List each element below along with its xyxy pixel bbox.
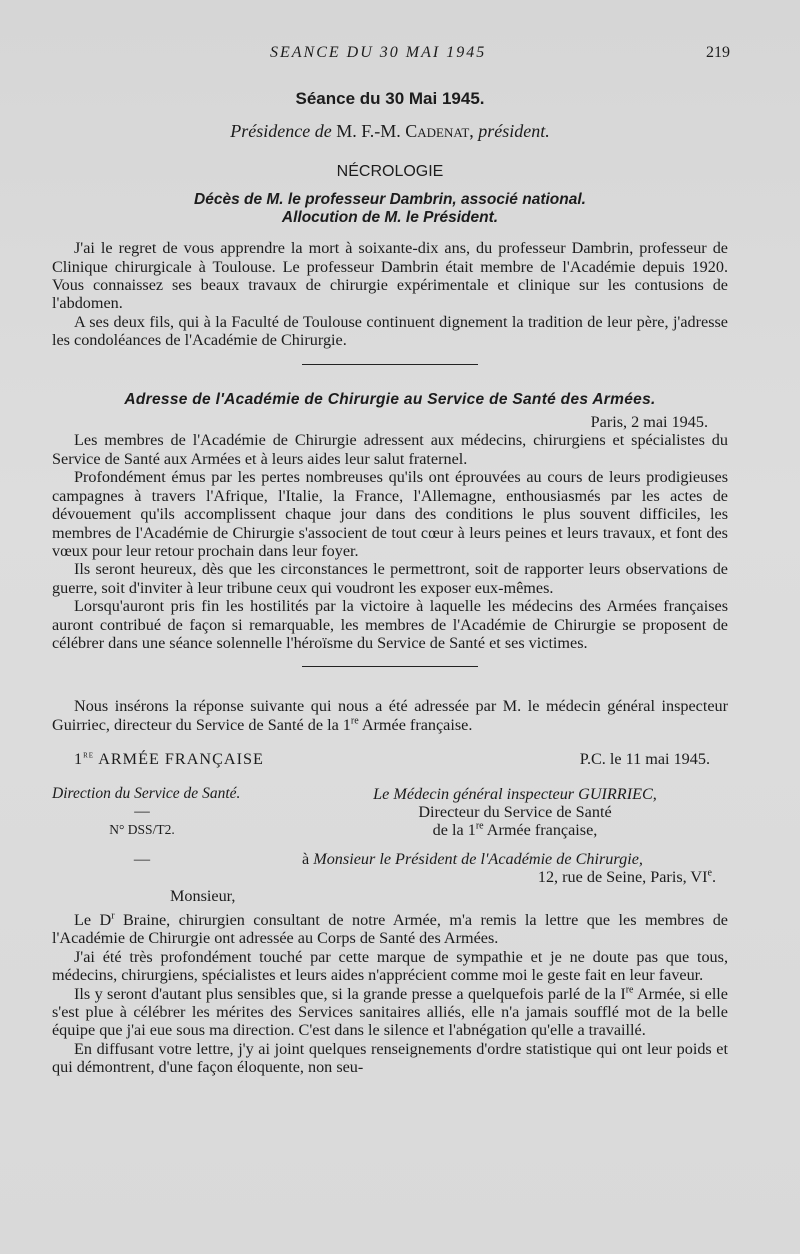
letter-p1-b: Braine, chirurgien consultant de notre Armée, m'a remis la lettre que les membres de l'Académie de Chirurgie ont adressée au Corps de Santé des Armées. — [52, 911, 728, 948]
letter-paragraph-2: J'ai été très profondément touché par cette marque de sympathie et je ne doute pas que tous, médecins, chirurgiens, spécialistes et leurs aides n'apprécient comme moi le geste fait en leur faveur. — [52, 947, 728, 985]
recipient-left — [52, 850, 302, 887]
adresse-paragraph-1: Les membres de l'Académie de Chirurgie adressent aux médecins, chirurgiens et spécialistes du Service de Santé aux Armées et à leurs aides leur salut fraternel. — [52, 431, 728, 468]
necrologie-subheading-line-2: Allocution de M. le Président. — [281, 209, 499, 227]
letter-p1-a: Le D — [74, 911, 112, 929]
armee-text: ARMÉE FRANÇAISE — [94, 750, 264, 769]
reponse-intro-text: Nous insérons la réponse suivante qui nous a été adressée par M. le médecin général inspecteur Guirriec, directeur du Service de Santé de la 1 — [52, 697, 728, 734]
section-divider — [302, 364, 478, 365]
adresse-paragraph-2: Profondément émus par les pertes nombreuses qu'ils ont éprouvées au cours de leurs prodigieuses campagnes à travers l'Afrique, l'Italie, la France, l'Allemagne, enthousiasmés par les actes de dévouement qu'ils accomplissent chaque jour dans des conditions le plus souvent difficiles, les membres de l'Académie de Chirurgie s'associent de tout cœur à leurs peines et leurs travaux, et font des vœux pour leur retour prochain dans leur foyer. — [52, 468, 728, 560]
section-divider-2 — [302, 666, 478, 667]
letter-p3-sup: re — [625, 984, 634, 996]
adresse-paragraph-3: Ils seront heureux, dès que les circonstances le permettront, soit de rapporter leurs observations de guerre, soit d'inviter à leur tribune ceux qui voudront les exposer eux-mêmes. — [52, 560, 728, 597]
letter-recipient-block — [52, 850, 728, 887]
direction-label: Direction du Service de Santé. — [52, 784, 241, 802]
letter-meta — [52, 785, 728, 840]
letter-paragraph-4: En diffusant votre lettre, j'y ai joint quelques renseignements d'ordre statistique qui ont leur poids et qui démontrent, d'une façon éloquente, non seu- — [52, 1039, 728, 1077]
presidence-label: Présidence de — [230, 121, 332, 142]
recipient-address-text: 12, rue de Seine, Paris, VI — [537, 868, 708, 887]
recipient-line-1 — [302, 850, 728, 868]
letter-p3-a: Ils y seront d'autant plus sensibles que, si la grande presse a quelquefois parlé de la I — [74, 984, 626, 1003]
recipient-name: Monsieur le Président de l'Académie de Chirurgie, — [313, 849, 643, 868]
sender-line-3-b: Armée française, — [483, 821, 598, 840]
sender-line-2: Directeur du Service de Santé — [418, 802, 612, 821]
sender-line-3-a: de la 1 — [432, 821, 476, 840]
recipient-address — [302, 868, 728, 886]
necrologie-subheading — [52, 191, 728, 227]
letter-date: P.C. le 11 mai 1945. — [579, 750, 710, 769]
armee-label — [74, 750, 264, 768]
recipient-address-sup: e — [707, 867, 712, 879]
necrologie-paragraph-2: A ses deux fils, qui à la Faculté de Toulouse continuent dignement la tradition de leur père, j'adresse les condoléances de l'Académie de Chirurgie. — [52, 312, 728, 350]
letter-paragraph-1 — [52, 911, 728, 948]
sender-line-3 — [302, 821, 728, 839]
recipient-dash: — — [133, 849, 151, 868]
seance-title: Séance du 30 Mai 1945. — [295, 89, 485, 108]
adresse-paragraph-4: Lorsqu'auront pris fin les hostilités par la victoire à laquelle les médecins des Armées françaises auront contribué de façon si remarquable, les membres de l'Académie de Chirurgie se proposent de célébrer dans une séance solennelle l'héroïsme du Service de Santé et ses victimes. — [52, 597, 728, 652]
reponse-intro-sup: re — [350, 715, 359, 727]
recipient-prefix: à — [302, 849, 314, 868]
president-name: M. F.-M. Cadenat, — [336, 121, 474, 142]
letter-p1-sup: r — [111, 910, 115, 922]
president-title: président. — [478, 121, 550, 142]
presidence-line — [52, 122, 728, 140]
necrologie-subheading-line-1: Décès de M. le professeur Dambrin, associé national. — [194, 191, 586, 209]
armee-num: 1 — [74, 750, 84, 769]
letter-sender — [302, 785, 728, 840]
page-content — [52, 86, 728, 1077]
salutation: Monsieur, — [170, 886, 236, 905]
sender-line-1: Le Médecin général inspecteur GUIRRIEC, — [373, 784, 657, 803]
letter-reference — [52, 785, 302, 840]
adresse-date: Paris, 2 mai 1945. — [590, 413, 708, 432]
armee-sup: re — [83, 749, 95, 761]
necrologie-paragraph-1: J'ai le regret de vous apprendre la mort à soixante-dix ans, du professeur Dambrin, professeur de Clinique chirurgicale à Toulouse. Le professeur Dambrin était membre de l'Académie depuis 1920. Vous connaissez ses beaux travaux de chirurgie expérimentale et clinique sur les contusions de l'abdomen. — [52, 239, 728, 313]
recipient-address-end: . — [711, 868, 716, 887]
letter-header — [52, 750, 728, 768]
necrologie-heading: NÉCROLOGIE — [336, 162, 444, 180]
letter-recipient — [302, 850, 728, 887]
direction-dash: — — [134, 802, 150, 820]
reponse-intro — [52, 697, 728, 734]
letter-paragraph-3 — [52, 985, 728, 1040]
running-head: SEANCE DU 30 MAI 1945 — [270, 44, 487, 61]
adresse-heading: Adresse de l'Académie de Chirurgie au Service de Santé des Armées. — [124, 390, 656, 408]
reference-number: N° DSS/T2. — [109, 822, 175, 838]
page-number: 219 — [706, 44, 730, 61]
letter-p3-b: Armée, si elle s'est plue à célébrer les mérites des Services sanitaires alliés, elle n'a jamais soufflé mot de la belle équipe que j'ai eue sous ma direction. C'est dans le silence et l'abnégation qu'elle a travaillé. — [52, 984, 728, 1040]
reponse-intro-end: Armée française. — [358, 715, 473, 734]
sender-line-3-sup: re — [475, 820, 484, 832]
